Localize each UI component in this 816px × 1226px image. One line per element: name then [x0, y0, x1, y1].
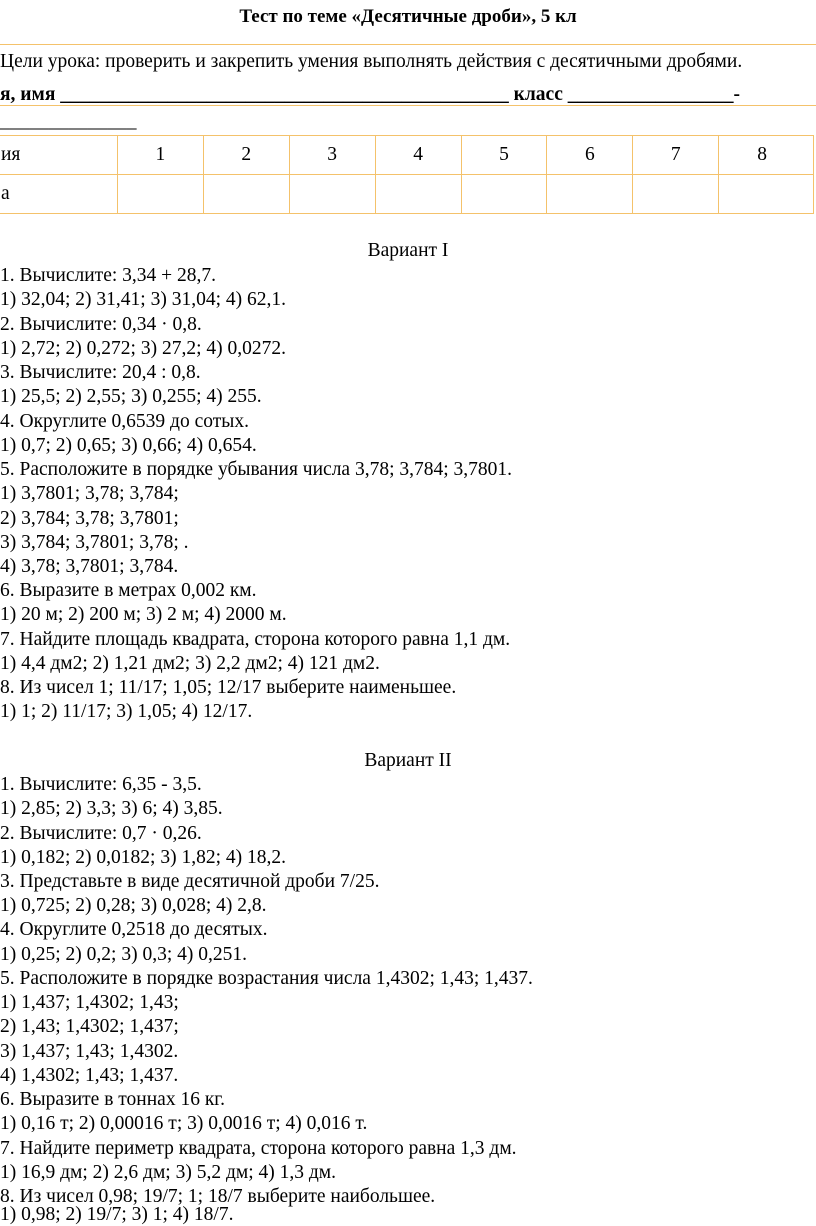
variant-2-question: 5. Расположите в порядке возрастания числа 1,4302; 1,43; 1,437. [0, 968, 533, 989]
variant-1-question: 2. Вычислите: 0,34 · 0,8. [0, 314, 202, 335]
question-number: 5 [461, 136, 547, 175]
answer-cell[interactable] [203, 175, 289, 214]
question-number: 3 [289, 136, 375, 175]
variant-1-question: 4. Округлите 0,6539 до сотых. [0, 411, 249, 432]
variant-1-question: 6. Выразите в метрах 0,002 км. [0, 580, 257, 601]
lesson-goal: Цели урока: проверить и закрепить умения выполнять действия с десятичными дробями. [0, 51, 743, 72]
variant-1-question: 1. Вычислите: 3,34 + 28,7. [0, 265, 217, 286]
variant-2-options: 1) 1,437; 1,4302; 1,43; [0, 992, 179, 1013]
variant-1-options: 3) 3,784; 3,7801; 3,78; . [0, 532, 189, 553]
question-number: 2 [203, 136, 289, 175]
question-number: 4 [375, 136, 461, 175]
question-number: 6 [547, 136, 633, 175]
variant-2-question: 4. Округлите 0,2518 до десятых. [0, 919, 268, 940]
variant-2-options: 2) 1,43; 1,4302; 1,437; [0, 1016, 179, 1037]
answer-table-answer-row [0, 175, 814, 214]
answer-cell[interactable] [461, 175, 547, 214]
student-name-line-continuation: ______________ [0, 111, 137, 132]
variant-2-options: 1) 0,25; 2) 0,2; 3) 0,3; 4) 0,251. [0, 944, 247, 965]
variant-1-options: 1) 0,7; 2) 0,65; 3) 0,66; 4) 0,654. [0, 435, 257, 456]
answer-row-label: а [0, 175, 117, 214]
variant-2-options: 1) 0,725; 2) 0,28; 3) 0,028; 4) 2,8. [0, 895, 267, 916]
variant-2-options: 1) 0,98; 2) 19/7; 3) 1; 4) 18/7. [0, 1204, 234, 1225]
question-number: 7 [633, 136, 719, 175]
variant-2-options: 1) 0,182; 2) 0,0182; 3) 1,82; 4) 18,2. [0, 847, 286, 868]
variant-1-options: 1) 25,5; 2) 2,55; 3) 0,255; 4) 255. [0, 386, 262, 407]
question-number: 8 [719, 136, 814, 175]
variant-1-options: 1) 2,72; 2) 0,272; 3) 27,2; 4) 0,0272. [0, 338, 286, 359]
variant-1-options: 1) 1; 2) 11/17; 3) 1,05; 4) 12/17. [0, 701, 253, 722]
answer-cell[interactable] [117, 175, 203, 214]
variant-1-question: 7. Найдите площадь квадрата, сторона которого равна 1,1 дм. [0, 629, 511, 650]
variant-1-title: Вариант I [367, 240, 449, 261]
variant-2-question: 7. Найдите периметр квадрата, сторона которого равна 1,3 дм. [0, 1138, 517, 1159]
variant-2-question: 1. Вычислите: 6,35 - 3,5. [0, 774, 202, 795]
answer-cell[interactable] [289, 175, 375, 214]
variant-2-title: Вариант II [364, 750, 452, 771]
answer-table-header-row [0, 136, 814, 175]
variant-2-options: 3) 1,437; 1,43; 1,4302. [0, 1041, 179, 1062]
student-name-line: я, имя ______________________________________________ класс _________________- [0, 84, 740, 105]
variant-1-options: 1) 20 м; 2) 200 м; 3) 2 м; 4) 2000 м. [0, 604, 287, 625]
variant-2-options: 1) 16,9 дм; 2) 2,6 дм; 3) 5,2 дм; 4) 1,3 дм. [0, 1162, 337, 1183]
variant-2-question: 3. Представьте в виде десятичной дроби 7/25. [0, 871, 380, 892]
variant-1-question: 3. Вычислите: 20,4 : 0,8. [0, 362, 201, 383]
variant-2-options: 1) 2,85; 2) 3,3; 3) 6; 4) 3,85. [0, 798, 223, 819]
variant-1-options: 4) 3,78; 3,7801; 3,784. [0, 556, 179, 577]
answer-cell[interactable] [375, 175, 461, 214]
variant-1-question: 8. Из чисел 1; 11/17; 1,05; 12/17 выберите наименьшее. [0, 677, 457, 698]
variant-2-question: 8. Из чисел 0,98; 19/7; 1; 18/7 выберите наибольшее. [0, 1186, 436, 1207]
question-number: 1 [117, 136, 203, 175]
page-title: Тест по теме «Десятичные дроби», 5 кл [239, 6, 577, 27]
variant-1-options: 1) 4,4 дм2; 2) 1,21 дм2; 3) 2,2 дм2; 4) 121 дм2. [0, 653, 380, 674]
answer-table [0, 135, 814, 214]
variant-1-options: 1) 3,7801; 3,78; 3,784; [0, 483, 179, 504]
variant-2-options: 4) 1,4302; 1,43; 1,437. [0, 1065, 179, 1086]
variant-1-options: 1) 32,04; 2) 31,41; 3) 31,04; 4) 62,1. [0, 289, 286, 310]
answer-cell[interactable] [719, 175, 814, 214]
question-row-label: ия [0, 136, 117, 175]
answer-cell[interactable] [547, 175, 633, 214]
answer-cell[interactable] [633, 175, 719, 214]
variant-2-options: 1) 0,16 т; 2) 0,00016 т; 3) 0,0016 т; 4) 0,016 т. [0, 1113, 368, 1134]
variant-2-question: 6. Выразите в тоннах 16 кг. [0, 1089, 225, 1110]
variant-1-question: 5. Расположите в порядке убывания числа 3,78; 3,784; 3,7801. [0, 459, 513, 480]
variant-1-options: 2) 3,784; 3,78; 3,7801; [0, 508, 179, 529]
variant-2-question: 2. Вычислите: 0,7 · 0,26. [0, 823, 202, 844]
